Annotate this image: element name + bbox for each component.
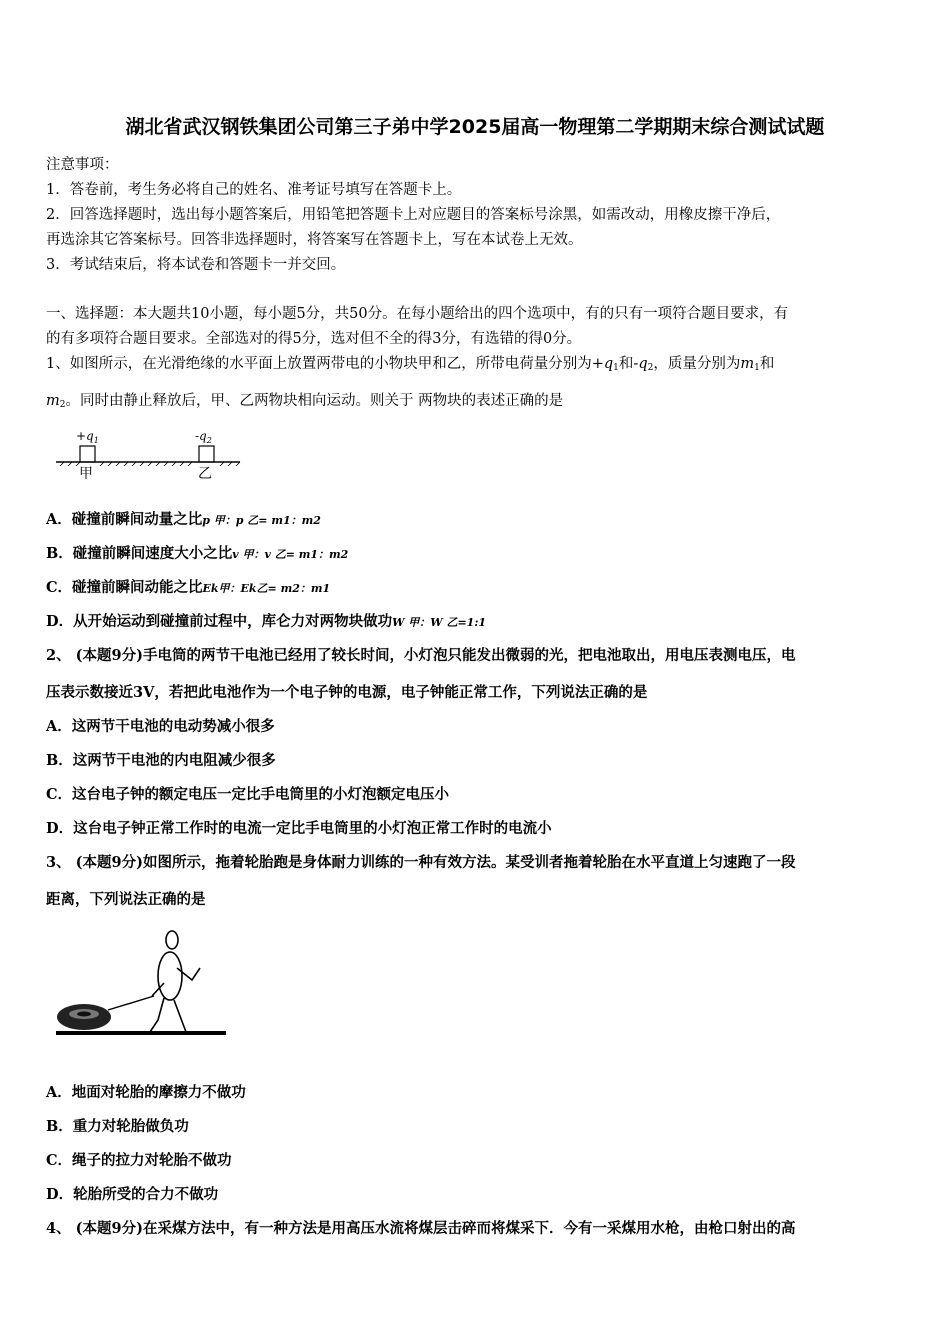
section-instructions: 一、选择题：本大题共10小题，每小题5分，共50分。在每小题给出的四个选项中，有的只有一项符合题目要求，有 <box>46 306 789 322</box>
tire-runner-figure <box>54 928 230 1046</box>
runner-icon <box>150 931 200 1032</box>
q1-option-c: C．碰撞前瞬间动能之比Ek甲：Ek乙= m2：m1 <box>46 579 331 596</box>
q1-figure <box>54 426 244 488</box>
q3-option-a: A．地面对轮胎的摩擦力不做功 <box>46 1084 246 1101</box>
question-3-stem: 距离，下列说法正确的是 <box>46 891 206 908</box>
section-instructions: 的有多项符合题目要求。全部选对的得5分，选对但不全的得3分，有选错的得0分。 <box>46 331 582 347</box>
notice-item: 3．考试结束后，将本试卷和答题卡一并交回。 <box>46 257 346 273</box>
q2-option-b: B．这两节干电池的内电阻减少很多 <box>46 752 276 769</box>
q2-option-d: D．这台电子钟正常工作时的电流一定比手电筒里的小灯泡正常工作时的电流小 <box>46 820 552 837</box>
question-4-stem: 4、 (本题9分)在采煤方法中，有一种方法是用高压水流将煤层击碎而将煤采下．今有一采煤用水枪，由枪口射出的高 <box>46 1220 796 1237</box>
notice-item: 再选涂其它答案标号。回答非选择题时，将答案写在答题卡上，写在本试卷上无效。 <box>46 232 583 248</box>
q3-option-c: C．绳子的拉力对轮胎不做功 <box>46 1152 232 1169</box>
tire-icon <box>57 1004 111 1030</box>
question-1-stem: $m_2$。同时由静止释放后，甲、乙两物块相向运动。则关于 两物块的表述正确的是 <box>46 393 564 410</box>
rope <box>108 996 154 1010</box>
question-1-stem: 1、如图所示，在光滑绝缘的水平面上放置两带电的小物块甲和乙，所带电荷量分别为$+q_1$和$-q_2$，质量分别为$m_1$和 <box>46 356 775 373</box>
ground <box>56 1031 226 1035</box>
block-jia <box>80 446 95 462</box>
q1-option-b: B．碰撞前瞬间速度大小之比v 甲：v 乙= m1：m2 <box>46 545 349 562</box>
question-3-stem: 3、 (本题9分)如图所示，拖着轮胎跑是身体耐力训练的一种有效方法。某受训者拖着轮胎在水平直道上匀速跑了一段 <box>46 854 796 871</box>
q2-option-a: A．这两节干电池的电动势减小很多 <box>46 718 275 735</box>
label-minus-q2: $-q_2$ <box>195 429 212 445</box>
question-2-stem: 2、 (本题9分)手电筒的两节干电池已经用了较长时间，小灯泡只能发出微弱的光，把电池取出，用电压表测电压，电 <box>46 647 796 664</box>
q1-option-d: D．从开始运动到碰撞前过程中，库仑力对两物块做功W 甲：W 乙=1:1 <box>46 613 487 630</box>
notice-heading: 注意事项： <box>46 157 119 173</box>
notice-item: 1．答卷前，考生务必将自己的姓名、准考证号填写在答题卡上。 <box>46 182 462 198</box>
page-title: 湖北省武汉钢铁集团公司第三子弟中学2025届高一物理第二学期期末综合测试试题 <box>125 116 825 138</box>
q3-option-d: D．轮胎所受的合力不做功 <box>46 1186 219 1203</box>
block-yi <box>199 446 214 462</box>
notice-item: 2．回答选择题时，选出每小题答案后，用铅笔把答题卡上对应题目的答案标号涂黑，如需改动，用橡皮擦干净后， <box>46 207 781 223</box>
q2-option-c: C．这台电子钟的额定电压一定比手电筒里的小灯泡额定电压小 <box>46 786 450 803</box>
label-yi: 乙 <box>198 466 212 482</box>
q3-option-b: B．重力对轮胎做负功 <box>46 1118 189 1135</box>
label-jia: 甲 <box>79 466 93 482</box>
q1-option-a: A．碰撞前瞬间动量之比p 甲：p 乙= m1：m2 <box>46 511 321 528</box>
label-plus-q1: $+q_1$ <box>76 429 99 445</box>
question-2-stem: 压表示数接近3V，若把此电池作为一个电子钟的电源，电子钟能正常工作，下列说法正确的是 <box>46 684 648 701</box>
